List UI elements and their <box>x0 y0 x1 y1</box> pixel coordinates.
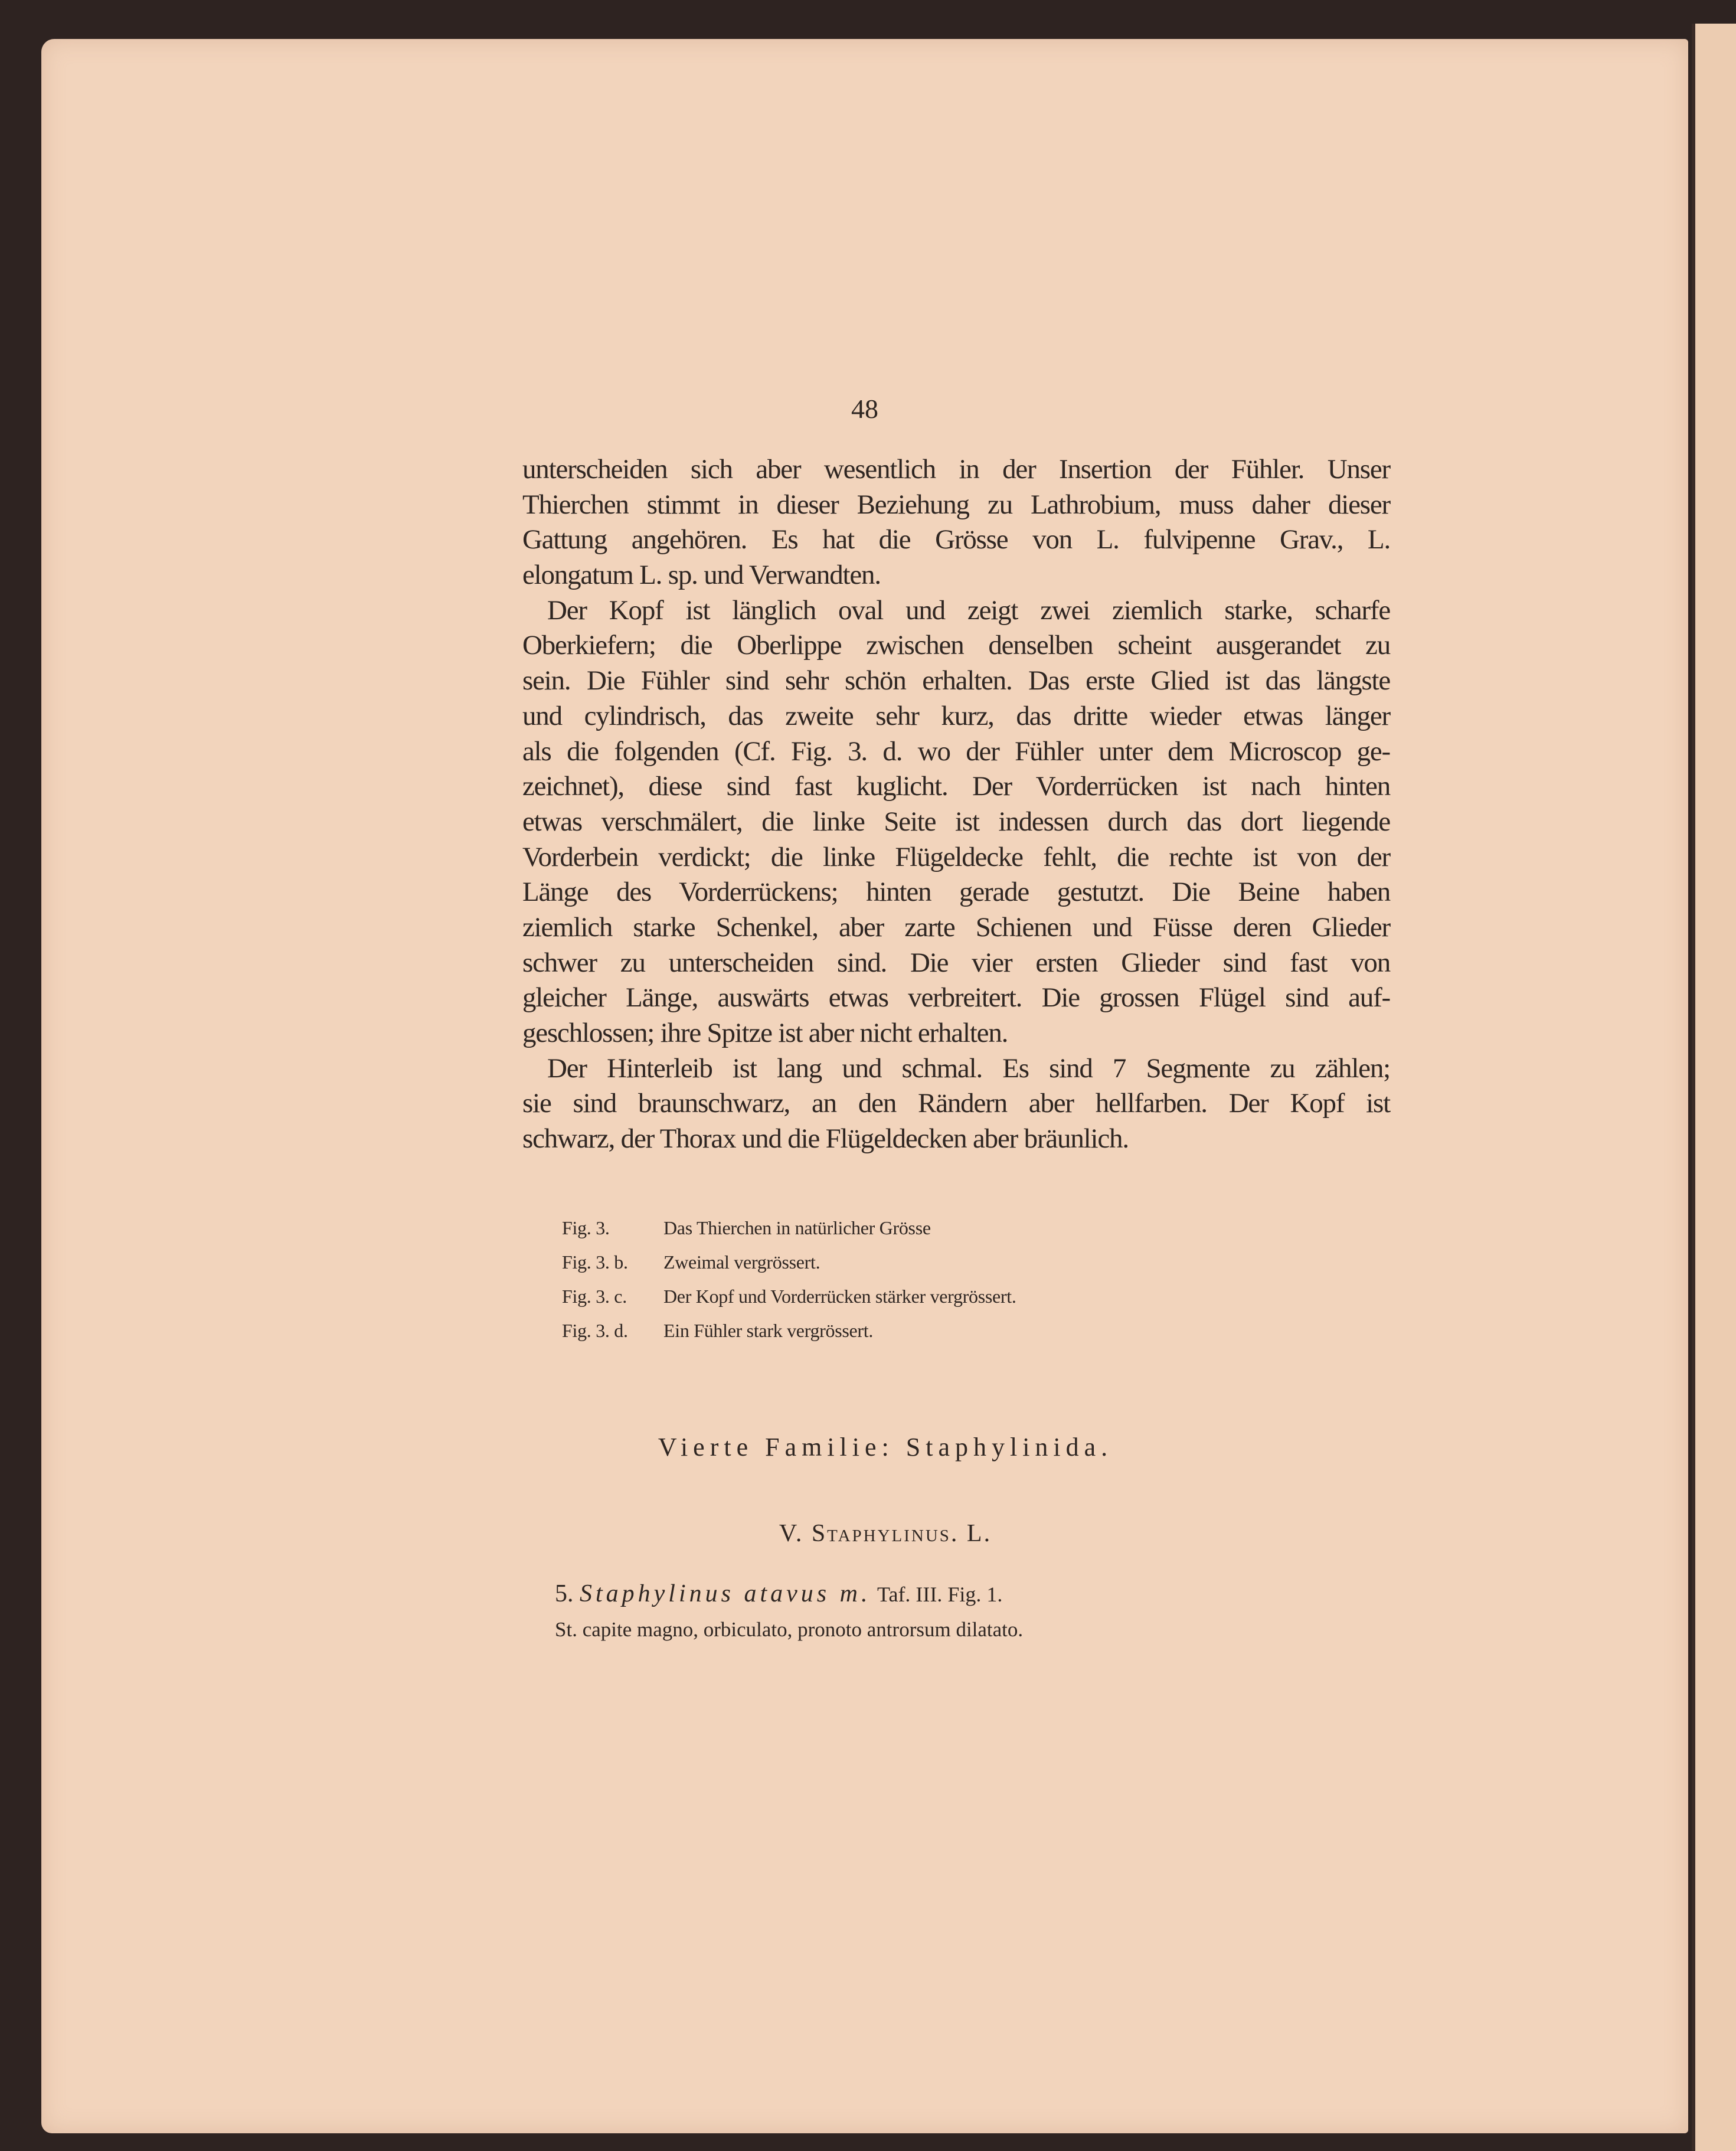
text-line: gleicher Länge, auswärts etwas verbreitert. Die grossen Flügel sind auf- <box>522 982 1390 1014</box>
figure-caption-text: Zweimal vergrössert. <box>663 1251 820 1273</box>
text-line: geschlossen; ihre Spitze ist aber nicht erhalten. <box>522 1018 1008 1048</box>
page-number: 48 <box>851 394 878 424</box>
text-line: schwer zu unterscheiden sind. Die vier ersten Glieder sind fast von <box>522 947 1390 978</box>
text-line: und cylindrisch, das zweite sehr kurz, das dritte wieder etwas länger <box>522 700 1390 731</box>
figure-label: Fig. 3. d. <box>562 1320 628 1341</box>
species-name: Staphylinus atavus m. <box>580 1580 871 1607</box>
figure-caption-text: Der Kopf und Vorderrücken stärker vergrössert. <box>663 1286 1016 1307</box>
figure-captions <box>562 1211 1016 1348</box>
figure-label: Fig. 3. b. <box>562 1251 628 1273</box>
genus-heading: V. Staphylinus. L. <box>779 1520 992 1547</box>
family-heading: Vierte Familie: Staphylinida. <box>658 1433 1113 1462</box>
plate-reference: Taf. III. Fig. 1. <box>877 1583 1003 1606</box>
species-entry <box>555 1580 1002 1608</box>
figure-caption <box>562 1211 1016 1245</box>
figure-label: Fig. 3. c. <box>562 1286 627 1307</box>
text-line: etwas verschmälert, die linke Seite ist indessen durch das dort liegende <box>522 806 1390 837</box>
text-line: schwarz, der Thorax und die Flügeldecken aber bräunlich. <box>522 1123 1129 1155</box>
text-line: als die folgenden (Cf. Fig. 3. d. wo der Fühler unter dem Microscop ge- <box>522 735 1390 767</box>
text-line: Oberkiefern; die Oberlippe zwischen denselben scheint ausgerandet zu <box>522 630 1390 661</box>
book-page <box>41 39 1688 2133</box>
figure-caption <box>562 1313 1016 1348</box>
species-diagnosis: St. capite magno, orbiculato, pronoto antrorsum dilatato. <box>555 1618 1024 1641</box>
text-line: sein. Die Fühler sind sehr schön erhalten. Das erste Glied ist das längste <box>522 665 1390 697</box>
figure-caption <box>562 1245 1016 1279</box>
text-line: Der Hinterleib ist lang und schmal. Es sind 7 Segmente zu zählen; <box>547 1052 1390 1084</box>
figure-label: Fig. 3. <box>562 1217 610 1238</box>
text-line: unterscheiden sich aber wesentlich in der Insertion der Fühler. Unser <box>522 454 1390 485</box>
figure-caption-text: Das Thierchen in natürlicher Grösse <box>663 1217 931 1238</box>
text-line: Gattung angehören. Es hat die Grösse von L. fulvipenne Grav., L. <box>522 524 1390 555</box>
text-line: elongatum L. sp. und Verwandten. <box>522 560 881 591</box>
figure-caption-text: Ein Fühler stark vergrössert. <box>663 1320 874 1341</box>
text-line: Thierchen stimmt in dieser Beziehung zu Lathrobium, muss daher dieser <box>522 489 1390 520</box>
text-line: Länge des Vorderrückens; hinten gerade gestutzt. Die Beine haben <box>522 877 1390 908</box>
text-line: sie sind braunschwarz, an den Rändern aber hellfarben. Der Kopf ist <box>522 1088 1390 1119</box>
figure-caption <box>562 1279 1016 1313</box>
body-text <box>522 452 1390 1157</box>
species-number: 5. <box>555 1580 574 1607</box>
text-line: ziemlich starke Schenkel, aber zarte Schienen und Füsse deren Glieder <box>522 911 1390 943</box>
text-line: Der Kopf ist länglich oval und zeigt zwei ziemlich starke, scharfe <box>547 594 1390 626</box>
text-line: zeichnet), diese sind fast kuglicht. Der Vorderrücken ist nach hinten <box>522 771 1390 802</box>
text-line: Vorderbein verdickt; die linke Flügeldecke fehlt, die rechte ist von der <box>522 841 1390 872</box>
adjacent-page-edge <box>1692 24 1736 2151</box>
